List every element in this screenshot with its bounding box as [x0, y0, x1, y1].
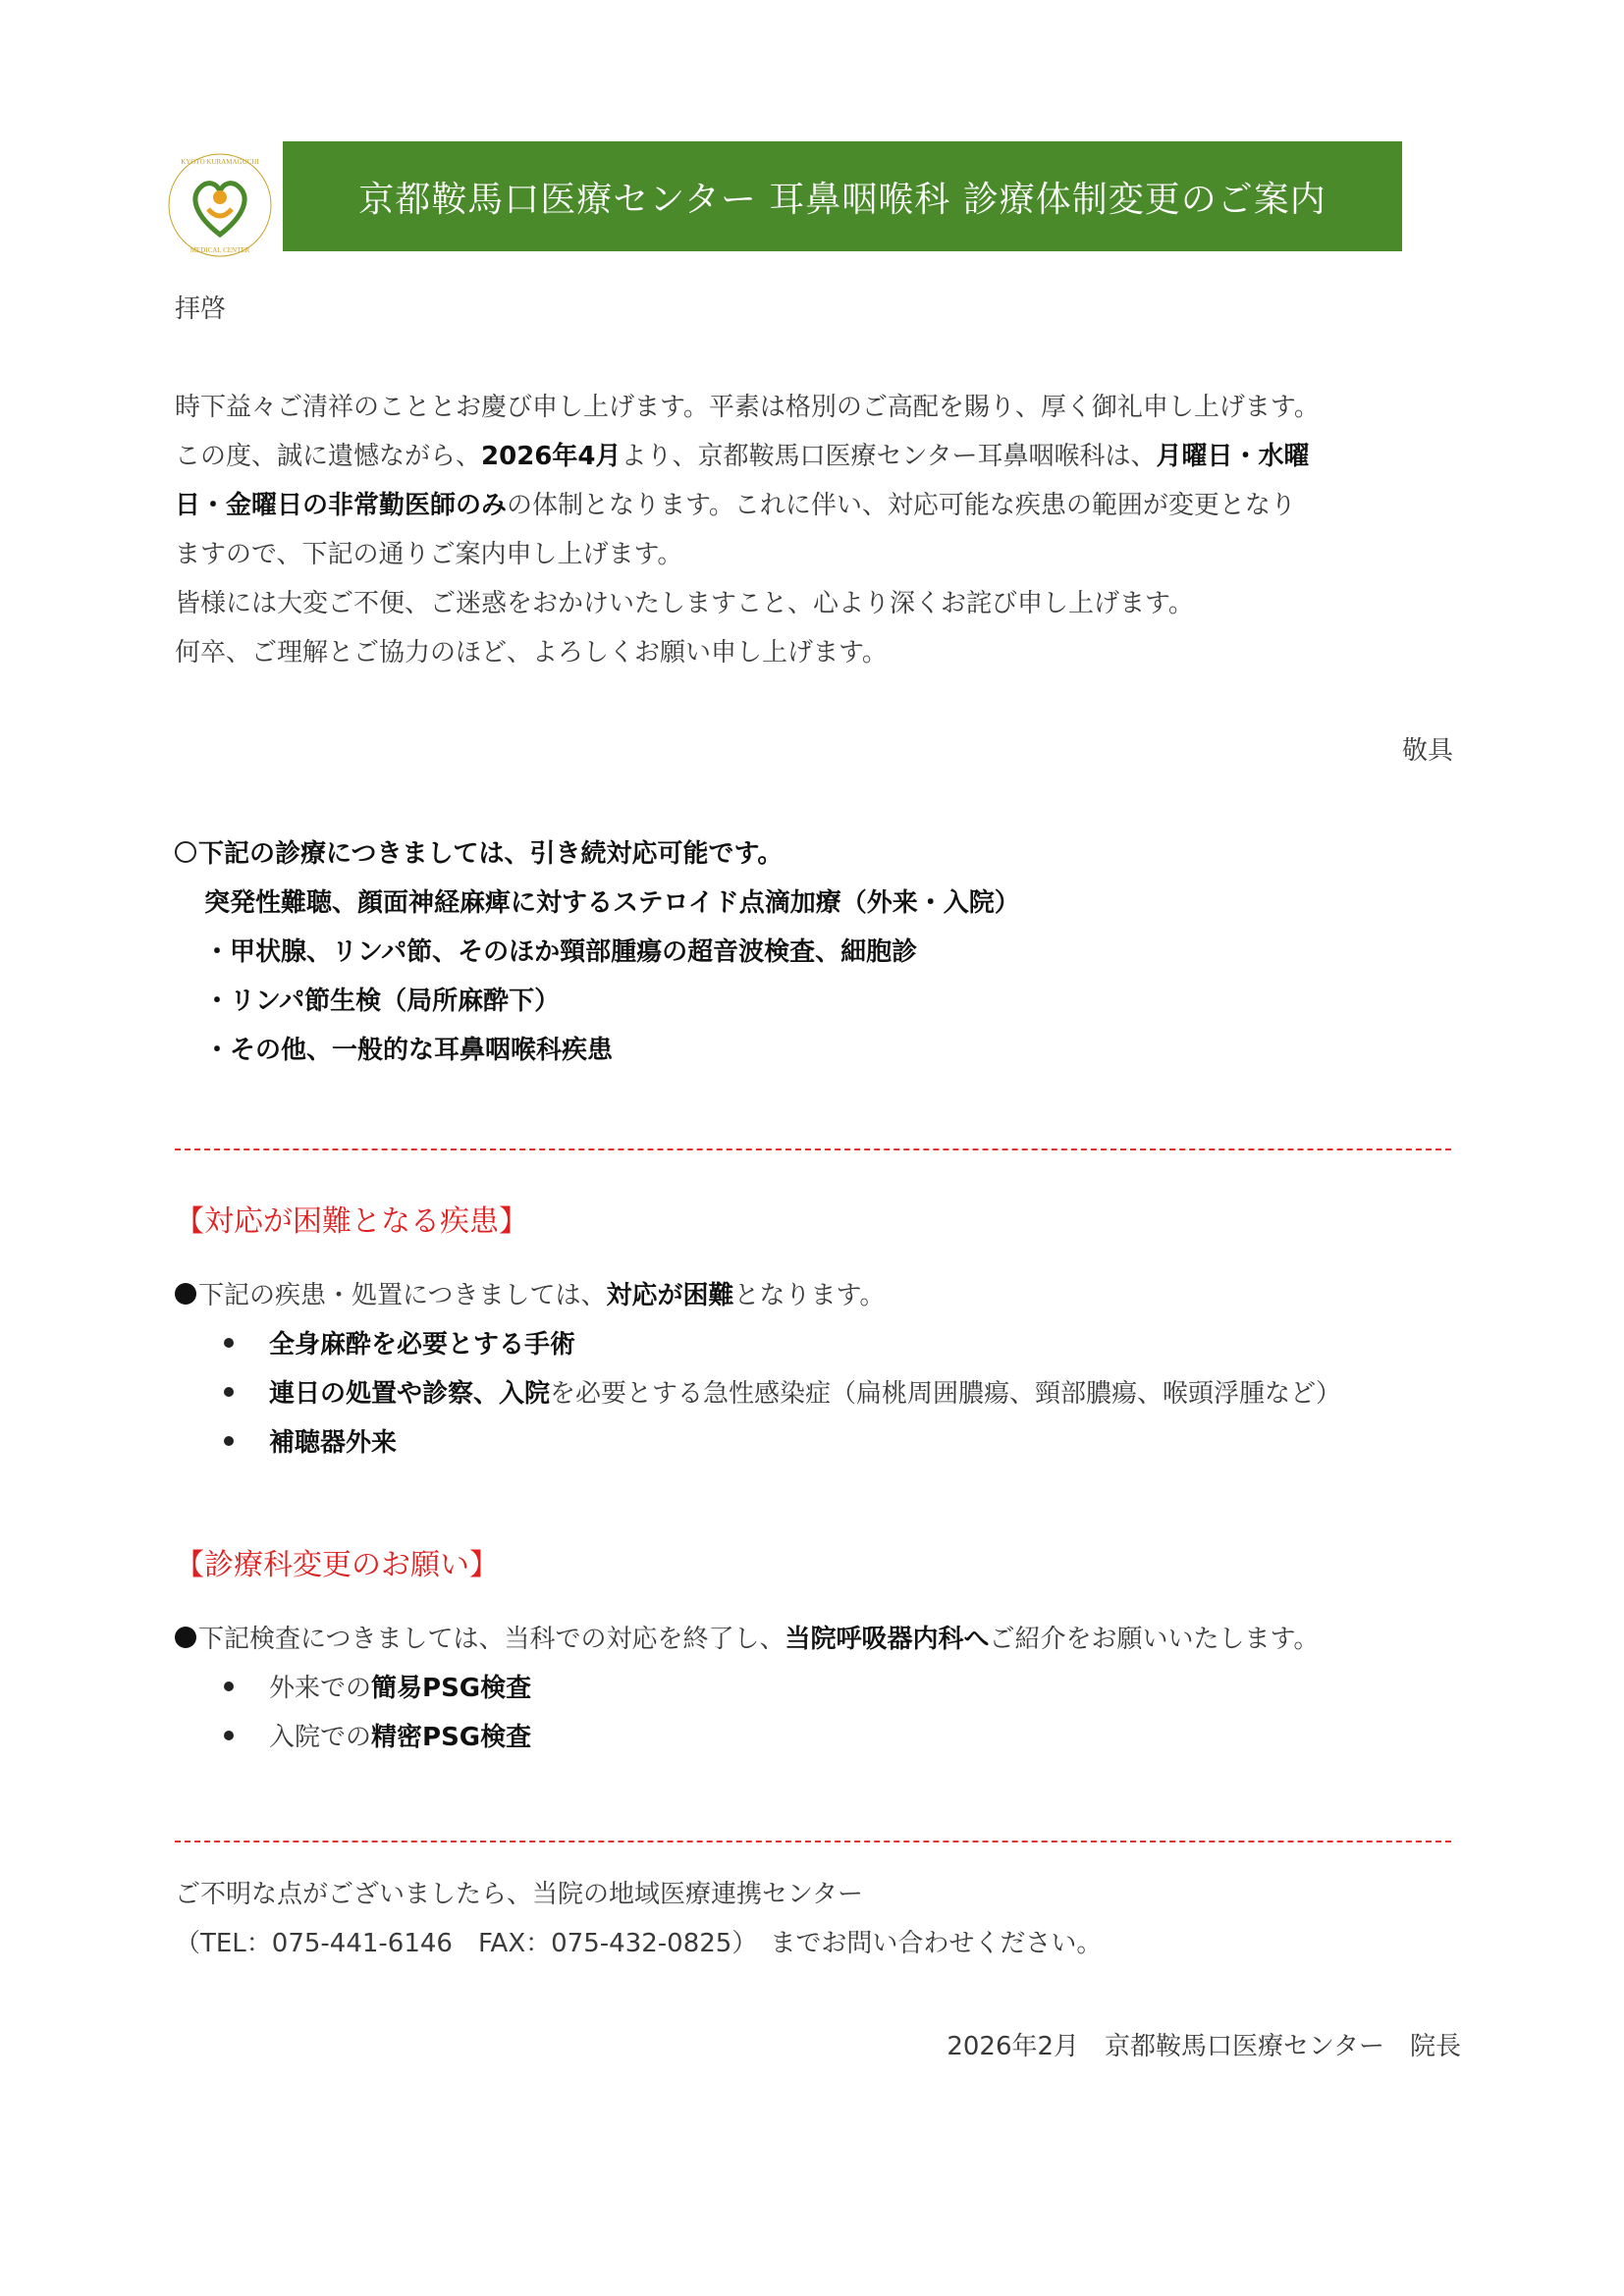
bullet-icon [224, 1387, 234, 1397]
list-item: 全身麻酔を必要とする手術 [224, 1320, 575, 1369]
signature: 2026年2月 京都鞍馬口医療センター 院長 [947, 2032, 1461, 2061]
list-item: 入院での精密PSG検査 [224, 1713, 531, 1762]
greeting: 拝啓 [175, 294, 227, 324]
closing: 敬具 [1402, 736, 1454, 766]
contact-line: ご不明な点がございましたら、当院の地域医療連携センター [175, 1880, 863, 1909]
difficult-title: 【対応が困難となる疾患】 [175, 1204, 528, 1239]
available-item: ・その他、一般的な耳鼻咽喉科疾患 [204, 1036, 614, 1065]
bullet-icon [224, 1338, 234, 1348]
filled-circle-bullet-icon [175, 1627, 196, 1648]
available-heading: 下記の診療につきましては、引き続対応可能です。 [175, 829, 783, 879]
bullet-icon [224, 1682, 234, 1691]
paragraph-line: ますので、下記の通りご案内申し上げます。 [175, 540, 683, 569]
available-item: ・リンパ節生検（局所麻酔下） [204, 987, 561, 1016]
circle-bullet-icon [175, 841, 196, 863]
list-item: 補聴器外来 [224, 1418, 397, 1468]
hospital-logo [165, 150, 275, 260]
list-item: 外来での簡易PSG検査 [224, 1664, 531, 1713]
page-title-text: 京都鞍馬口医療センター 耳鼻咽喉科 診療体制変更のご案内 [358, 179, 1326, 220]
bullet-icon [224, 1731, 234, 1740]
paragraph-line: 時下益々ご清祥のこととお慶び申し上げます。平素は格別のご高配を賜り、厚く御礼申し上げます。 [175, 393, 1320, 422]
paragraph-line: この度、誠に遺憾ながら、2026年4月より、京都鞍馬口医療センター耳鼻咽喉科は、月曜日・水曜 [175, 442, 1310, 471]
contact-line: （TEL：075-441-6146 FAX：075-432-0825） までお問い合わせください。 [175, 1929, 1103, 1958]
available-item: 突発性難聴、顔面神経麻痺に対するステロイド点滴加療（外来・入院） [204, 888, 1020, 918]
divider [175, 1148, 1451, 1150]
available-item: ・甲状腺、リンパ節、そのほか頸部腫瘍の超音波検査、細胞診 [204, 937, 918, 967]
paragraph-line: 何卒、ご理解とご協力のほど、よろしくお願い申し上げます。 [175, 638, 888, 667]
filled-circle-bullet-icon [175, 1283, 196, 1305]
list-item: 連日の処置や診察、入院を必要とする急性感染症（扁桃周囲膿瘍、頸部膿瘍、喉頭浮腫など） [224, 1369, 1341, 1418]
referral-title: 【診療科変更のお願い】 [175, 1548, 499, 1582]
paragraph-line: 皆様には大変ご不便、ご迷惑をおかけいたしますこと、心より深くお詫び申し上げます。 [175, 589, 1194, 618]
difficult-intro: 下記の疾患・処置につきましては、対応が困難となります。 [175, 1271, 885, 1320]
referral-intro: 下記検査につきましては、当科での対応を終了し、当院呼吸器内科へご紹介をお願いいたします。 [175, 1615, 1319, 1664]
paragraph-line: 日・金曜日の非常勤医師のみの体制となります。これに伴い、対応可能な疾患の範囲が変更となり [175, 491, 1296, 520]
svg-text:MEDICAL CENTER: MEDICAL CENTER [189, 246, 250, 254]
svg-text:KYOTO KURAMAGUCHI: KYOTO KURAMAGUCHI [181, 158, 259, 166]
page-title [283, 141, 1402, 251]
divider [175, 1841, 1451, 1842]
bullet-icon [224, 1436, 234, 1446]
